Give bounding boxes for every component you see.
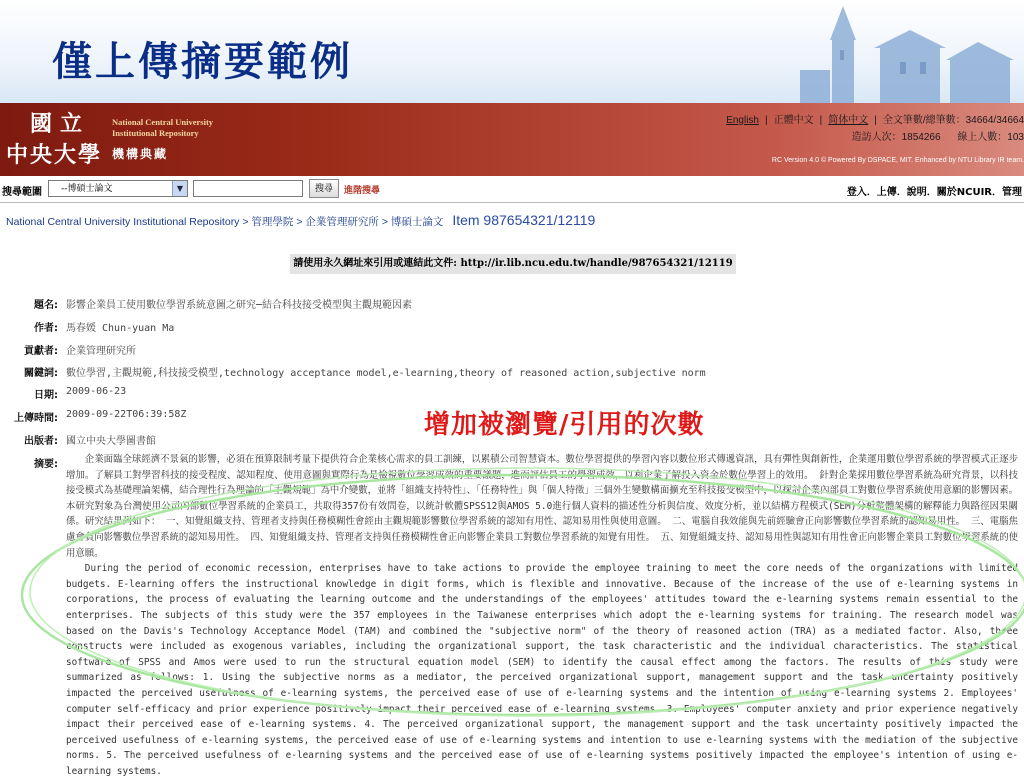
stat-online: 線上人數：103 xyxy=(957,132,1024,143)
publisher-label: 出版者: xyxy=(24,436,58,447)
title-value: 影響企業員工使用數位學習系統意圖之研究─結合科技接受模型與主觀規範因素 xyxy=(66,300,413,311)
breadcrumb-theses[interactable]: 博碩士論文 xyxy=(390,216,444,228)
abstract-english: During the period of economic recession, enterprises have to take actions to provide the employee training to meet the core needs of the organizations with limited budgets. E-learning offers the instructional knowledge in digit forms, which is flexible and innovative. Because of the increase of the use of e-learning systems in corporations, the process of evaluating the learning outcome and the understandings of the employees' attitudes toward the e-learning systems remain essential to the enterprises. The subjects of this study were the 357 employees in the Taiwanese enterprises which adopt the e-learning systems for training. The research model was based on the Davis's Technology Acceptance Model (TAM) and combined the "subjective norm" of the theory of reasoned action (TRA) as a mediated factor. Also, three constructs were included as exogenous variables, including the organizational support, the task characteristic and the individual characteristics. The statistical software of SPSS and Amos were used to run the structural equation model (SEM) to identify the causal effect among the factors. The results of this study were summarized as follows: 1. Using the subjective norms as a mediator, the perceived organizational support, management support and the task uncertainty positively impacted the perceived usefulness of e-learning systems, the perceived ease of use of e-learning systems and the intention of using e-learning systems 2. Employees' computer self-efficacy and prior experience positively impact their perceived ease of e-learning systems. 3. Employees' computer anxiety and prior experience negatively impact their perceived ease of e-learning systems. 4. The perceived organizational support, the management support and the task uncertainty positively impacted the perceived usefulness of e-learning systems, the perceived ease of use of e-learning systems and intention to use e-learning systems with the mediation of the subjective norms. 5. The perceived usefulness of e-learning systems and the perceived ease of use of e-learning systems positively impacted the employee's intention of using e-learning systems. xyxy=(66,563,1018,777)
breadcrumb xyxy=(6,212,595,229)
search-scope-select[interactable] xyxy=(48,180,188,197)
stats-bar xyxy=(852,128,1024,143)
language-bar: English | 正體中文 | 简体中文 | 全文筆數/總筆數：34664/34664 xyxy=(726,115,1024,126)
author-value[interactable]: 馬春媛 Chun-yuan Ma xyxy=(66,323,175,334)
search-bar xyxy=(0,176,1024,203)
church-silhouette-icon xyxy=(770,0,1024,103)
lang-english-link[interactable]: English xyxy=(726,115,759,126)
author-label: 作者: xyxy=(34,323,58,334)
search-scope-label: 搜尋範圍 xyxy=(2,187,42,198)
keywords-label: 關鍵詞: xyxy=(24,368,58,379)
abstract-label: 摘要: xyxy=(34,459,58,470)
breadcrumb-separator: > xyxy=(381,216,388,228)
chevron-down-icon[interactable]: ▼ xyxy=(172,181,187,196)
upload-time-label: 上傳時間: xyxy=(14,413,58,424)
stat-visitors: 造訪人次：1854266 xyxy=(851,132,941,143)
lang-simplified-link[interactable]: 简体中文 xyxy=(828,115,869,126)
upload-time-value: 2009-09-22T06:39:58Z xyxy=(66,409,187,420)
version-text: RC Version 4.0 © Powered By DSPACE, MIT. Enhanced by NTU Library IR team. xyxy=(771,157,1024,164)
breadcrumb-separator: > xyxy=(242,216,249,228)
breadcrumb-separator: > xyxy=(296,216,303,228)
date-value: 2009-06-23 xyxy=(66,386,127,397)
stat-fulltext: 全文筆數/總筆數：34664/34664 xyxy=(882,115,1024,126)
logo-subtitle: 機構典藏 xyxy=(112,147,169,161)
breadcrumb-root[interactable]: National Central University Institutional Repository xyxy=(6,216,240,228)
abstract-chinese: 企業面臨全球經濟不景氣的影響，必須在預算限制考量下提供符合企業核心需求的員工訓練，以累積公司智慧資本。數位學習提供的學習內容以數位形式傳遞資訊，具有彈性與創新性，企業運用數位學習系統的學習模式正逐步增加。了解員工對學習科技的接受程度、認知程度、使用意圖與實際行為是檢視數位學習成效的重要議題，進而評估員工的學習成效，以利企業了解投入資金於數位學習上的效用。 針對企業採用數位學習系統為研究背景，以科技接受模式為基礎理論架構，結合理性行為理論的「主觀規範」為中介變數，並將「組織支持特性」、「任務特性」與「個人特徵」三個外生變數構面擴充至科技接受模型中，以探討企業內部員工對數位學習系統使用意願的影響因素。本研究對象為台灣使用公司內部數位學習系統的企業員工，共取得357份有效問卷，以統計軟體SPSS12與AMOS 5.0進行個人資料的描述性分析與信度、效度分析，並以結構方程模式(SEM)分析整體架構的解釋能力與路徑因果關係。研究結果列如下： 一、知覺組織支持、管理者支持與任務模糊性會經由主觀規範影響數位學習系統的認知有用性、認知易用性與使用意圖。 二、電腦自我效能與先前經驗會正向影響數位學習系統的認知易用性。 三、電腦焦慮會負向影響數位學習系統的認知易用性。 四、知覺組織支持、管理者支持與任務模糊性會正向影響企業員工對數位學習系統的知覺有用性。 五、知覺組織支持、認知易用性與認知有用性會正向影響企業員工對數位學習系統的使用意願。 xyxy=(66,454,1018,559)
contributor-label: 貢獻者: xyxy=(24,346,58,357)
permalink-box: 請使用永久網址來引用或連結此文件: http://ir.lib.ncu.edu.tw/handle/987654321/12119 xyxy=(290,254,736,274)
slide-title: 僅上傳摘要範例 xyxy=(52,38,353,85)
breadcrumb-college[interactable]: 管理學院 xyxy=(251,216,294,228)
logo-english-line1: National Central University xyxy=(112,117,214,127)
date-label: 日期: xyxy=(34,390,58,401)
item-id: Item 987654321/12119 xyxy=(452,212,596,228)
publisher-value: 國立中央大學圖書館 xyxy=(66,436,156,447)
keywords-value: 數位學習,主觀規範,科技接受模型,technology acceptance model,e-learning,theory of reasoned action,subjective norm xyxy=(66,368,706,379)
logo-text-university: 中央大學 xyxy=(6,142,103,168)
logo-text-guoli: 國立 xyxy=(30,111,91,137)
search-button[interactable]: 搜尋 xyxy=(309,179,339,198)
title-label: 題名: xyxy=(34,300,58,311)
search-scope-value: --博碩士論文 xyxy=(61,184,113,194)
contributor-value[interactable]: 企業管理研究所 xyxy=(66,346,136,357)
abstract-text xyxy=(66,452,1018,779)
breadcrumb-department[interactable]: 企業管理研究所 xyxy=(305,216,379,228)
advanced-search-link[interactable]: 進階搜尋 xyxy=(344,186,381,196)
search-input[interactable] xyxy=(193,180,303,197)
slide-header xyxy=(0,0,1024,103)
logo-english-line2: Institutional Repository xyxy=(112,128,199,138)
top-nav-links[interactable]: 登入．上傳．說明．關於NCUIR．管理 xyxy=(846,187,1022,198)
lang-traditional-link[interactable]: 正體中文 xyxy=(773,115,814,126)
annotation-text: 增加被瀏覽/引用的次數 xyxy=(424,410,705,440)
repository-banner xyxy=(0,103,1024,176)
